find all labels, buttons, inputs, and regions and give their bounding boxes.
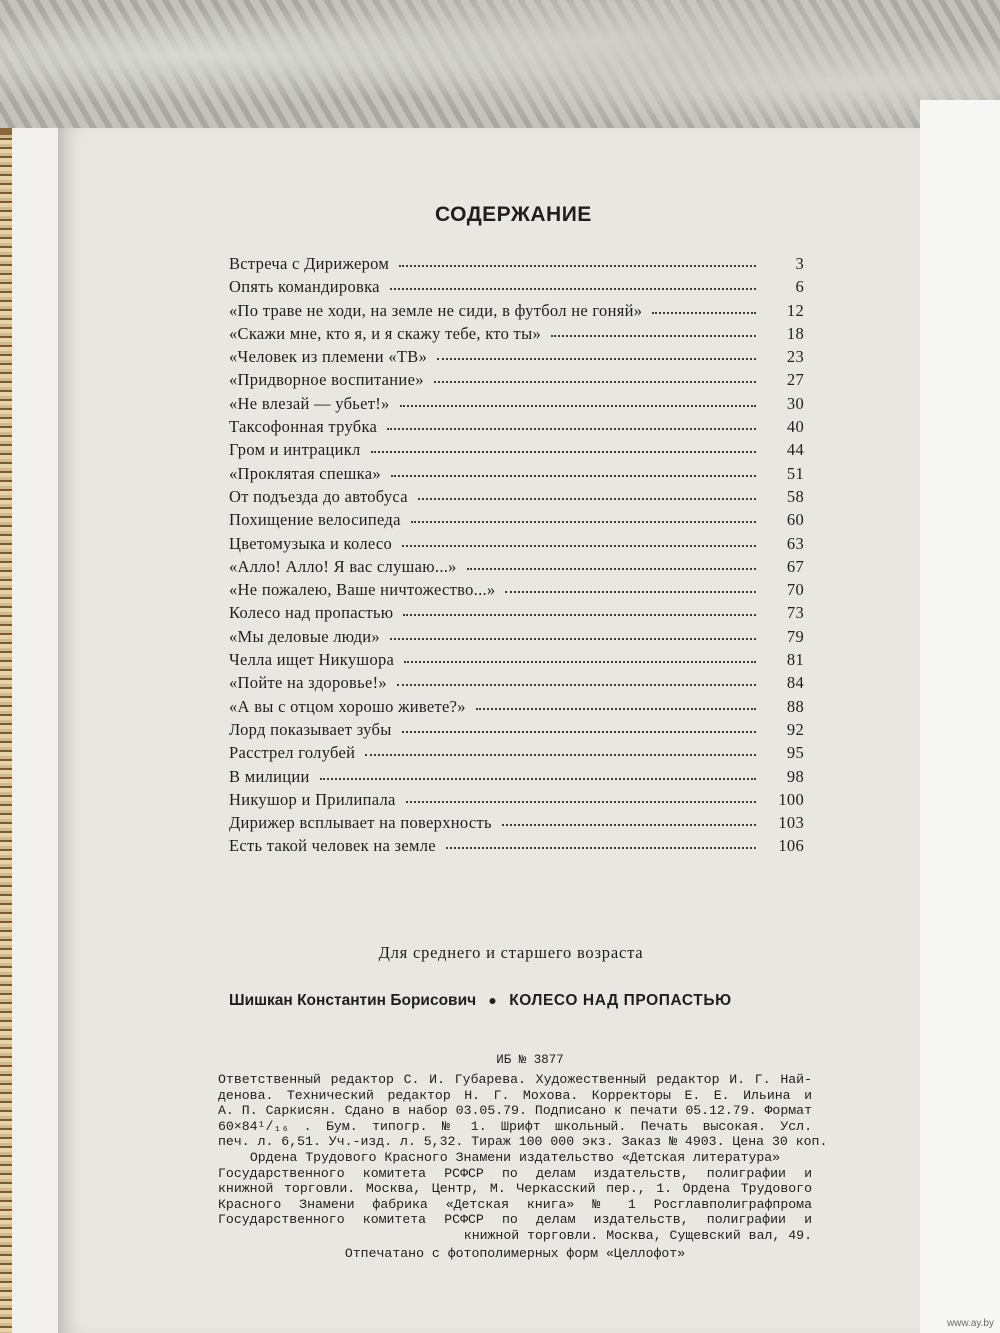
colophon	[218, 1072, 828, 1261]
toc-item-page: 6	[795, 277, 804, 297]
book-title: КОЛЕСО НАД ПРОПАСТЬЮ	[509, 992, 732, 1009]
colophon-line: Ордена Трудового Красного Знамени издательство «Детская литература»	[249, 1149, 781, 1165]
toc-leader-dots	[437, 348, 756, 360]
toc-item-label: «Пойте на здоровье!»	[229, 673, 387, 693]
table-of-contents	[229, 254, 804, 860]
colophon-line: денова. Технический редактор Н. Г. Мохова. Корректоры Е. Е. Ильина и	[218, 1087, 812, 1103]
colophon-line: Государственного комитета РСФСР по делам издательств, полиграфии и	[218, 1165, 812, 1181]
bullet-icon: ●	[488, 992, 497, 1008]
toc-leader-dots	[502, 814, 756, 826]
colophon-line: Красного Знамени фабрика «Детская книга» № 1 Росглавполиграфпрома	[218, 1196, 812, 1212]
toc-item-page: 63	[786, 533, 804, 553]
toc-item-label: Никушор и Прилипала	[229, 789, 396, 809]
toc-item	[229, 464, 804, 487]
watermark: www.ay.by	[946, 1318, 994, 1329]
toc-item-label: «Не влезай — убьет!»	[229, 393, 390, 413]
toc-leader-dots	[411, 511, 756, 523]
toc-item-page: 88	[786, 696, 804, 716]
toc-leader-dots	[390, 628, 756, 640]
toc-leader-dots	[404, 651, 756, 663]
toc-leader-dots	[400, 395, 756, 407]
toc-leader-dots	[505, 581, 756, 593]
toc-item-page: 40	[786, 417, 804, 437]
toc-item-label: Цветомузыка и колесо	[229, 533, 393, 553]
background-fabric	[0, 0, 1000, 140]
toc-item-label: Гром и интрацикл	[229, 440, 361, 460]
toc-item-page: 51	[786, 463, 804, 483]
colophon-line: А. П. Саркисян. Сдано в набор 03.05.79. Подписано к печати 05.12.79. Формат	[218, 1103, 812, 1119]
toc-item-page: 84	[786, 673, 804, 693]
toc-item-label: Расстрел голубей	[229, 743, 356, 763]
colophon-line: Ответственный редактор С. И. Губарева. Художественный редактор И. Г. Най-	[218, 1072, 812, 1087]
toc-item-label: Есть такой человек на земле	[229, 836, 436, 856]
toc-leader-dots	[320, 768, 756, 780]
toc-leader-dots	[371, 441, 756, 453]
toc-item	[229, 534, 804, 557]
toc-item	[229, 487, 804, 510]
toc-item-page: 106	[778, 836, 804, 856]
author-name: Шишкан Константин Борисович	[229, 992, 477, 1009]
toc-item	[229, 324, 804, 347]
toc-leader-dots	[434, 372, 756, 384]
toc-leader-dots	[406, 791, 756, 803]
toc-leader-dots	[476, 698, 756, 710]
toc-leader-dots	[418, 488, 756, 500]
toc-item	[229, 417, 804, 440]
toc-item-page: 100	[778, 789, 804, 809]
toc-leader-dots	[446, 838, 756, 850]
colophon-line: книжной торговли. Москва, Сущевский вал, 49.	[463, 1227, 812, 1243]
toc-item	[229, 697, 804, 720]
toc-leader-dots	[402, 721, 756, 733]
toc-item-label: «Скажи мне, кто я, и я скажу тебе, кто ты»	[229, 323, 542, 343]
toc-item-label: Лорд показывает зубы	[229, 719, 392, 739]
toc-item-page: 58	[786, 486, 804, 506]
toc-item-page: 98	[786, 766, 804, 786]
toc-item-page: 23	[786, 347, 804, 367]
toc-item-page: 103	[778, 813, 804, 833]
toc-leader-dots	[365, 744, 756, 756]
colophon-line: печ. л. 6,51. Уч.-изд. л. 5,32. Тираж 100 000 экз. Заказ № 4903. Цена 30 коп.	[218, 1134, 828, 1150]
toc-item-page: 44	[786, 440, 804, 460]
toc-item	[229, 603, 804, 626]
toc-leader-dots	[403, 605, 756, 617]
toc-item-label: «По траве не ходи, на земле не сиди, в футбол не гоняй»	[229, 300, 643, 320]
toc-item-label: Похищение велосипеда	[229, 510, 401, 530]
toc-item	[229, 254, 804, 277]
toc-item-label: «Мы деловые люди»	[229, 626, 380, 646]
toc-item-page: 92	[786, 719, 804, 739]
toc-leader-dots	[551, 325, 756, 337]
toc-item-label: «Не пожалею, Ваше ничтожество...»	[229, 580, 496, 600]
toc-item	[229, 277, 804, 300]
right-white-sheet	[920, 100, 1000, 1333]
toc-item-page: 73	[786, 603, 804, 623]
ib-number: ИБ № 3877	[496, 1053, 564, 1067]
toc-leader-dots	[652, 302, 756, 314]
toc-item-page: 95	[786, 743, 804, 763]
toc-item-label: Опять командировка	[229, 277, 380, 297]
toc-item	[229, 580, 804, 603]
toc-item-label: Встреча с Дирижером	[229, 254, 390, 273]
toc-item	[229, 767, 804, 790]
toc-item-label: Дирижер всплывает на поверхность	[229, 813, 492, 833]
colophon-line: книжной торговли. Москва, Центр, М. Черкасский пер., 1. Ордена Трудового	[218, 1181, 812, 1197]
toc-item-label: «Проклятая спешка»	[229, 463, 381, 483]
toc-leader-dots	[397, 674, 756, 686]
colophon-line: 60×84¹/₁₆ . Бум. типогр. № 1. Шрифт школьный. Печать высокая. Усл.	[218, 1118, 812, 1134]
toc-item	[229, 650, 804, 673]
author-line	[229, 992, 819, 1010]
toc-item	[229, 720, 804, 743]
toc-item	[229, 743, 804, 766]
toc-item-page: 60	[786, 510, 804, 530]
toc-item	[229, 370, 804, 393]
toc-item	[229, 301, 804, 324]
toc-leader-dots	[402, 535, 756, 547]
toc-item	[229, 790, 804, 813]
toc-item	[229, 510, 804, 533]
toc-leader-dots	[391, 465, 756, 477]
toc-item-page: 81	[786, 650, 804, 670]
toc-item	[229, 673, 804, 696]
toc-item-page: 79	[786, 626, 804, 646]
toc-item	[229, 836, 804, 859]
toc-item	[229, 394, 804, 417]
toc-item-label: «А вы с отцом хорошо живете?»	[229, 696, 466, 716]
toc-leader-dots	[467, 558, 756, 570]
toc-item-label: От подъезда до автобуса	[229, 486, 408, 506]
toc-leader-dots	[390, 278, 756, 290]
toc-item	[229, 557, 804, 580]
toc-item-label: «Алло! Алло! Я вас слушаю...»	[229, 556, 457, 576]
printed-note: Отпечатано с фотополимерных форм «Целлофот»	[344, 1245, 686, 1261]
toc-item-page: 3	[795, 254, 804, 273]
toc-leader-dots	[399, 255, 756, 267]
toc-item	[229, 813, 804, 836]
toc-item-page: 70	[786, 580, 804, 600]
toc-item-page: 18	[786, 323, 804, 343]
toc-item-page: 12	[786, 300, 804, 320]
toc-item	[229, 440, 804, 463]
age-note: Для среднего и старшего возраста	[378, 943, 644, 962]
toc-item-label: «Человек из племени «ТВ»	[229, 347, 428, 367]
toc-item	[229, 347, 804, 370]
toc-item-label: Колесо над пропастью	[229, 603, 394, 623]
toc-item-page: 27	[786, 370, 804, 390]
toc-item-page: 30	[786, 393, 804, 413]
toc-item-label: Таксофонная трубка	[229, 417, 378, 437]
toc-item-label: «Придворное воспитание»	[229, 370, 424, 390]
toc-item	[229, 627, 804, 650]
toc-item-label: В милиции	[229, 766, 310, 786]
colophon-line: Государственного комитета РСФСР по делам издательств, полиграфии и	[218, 1212, 812, 1228]
toc-item-page: 67	[786, 556, 804, 576]
toc-leader-dots	[387, 418, 756, 430]
toc-title: СОДЕРЖАНИЕ	[435, 203, 592, 226]
toc-item-label: Челла ищет Никушора	[229, 650, 395, 670]
